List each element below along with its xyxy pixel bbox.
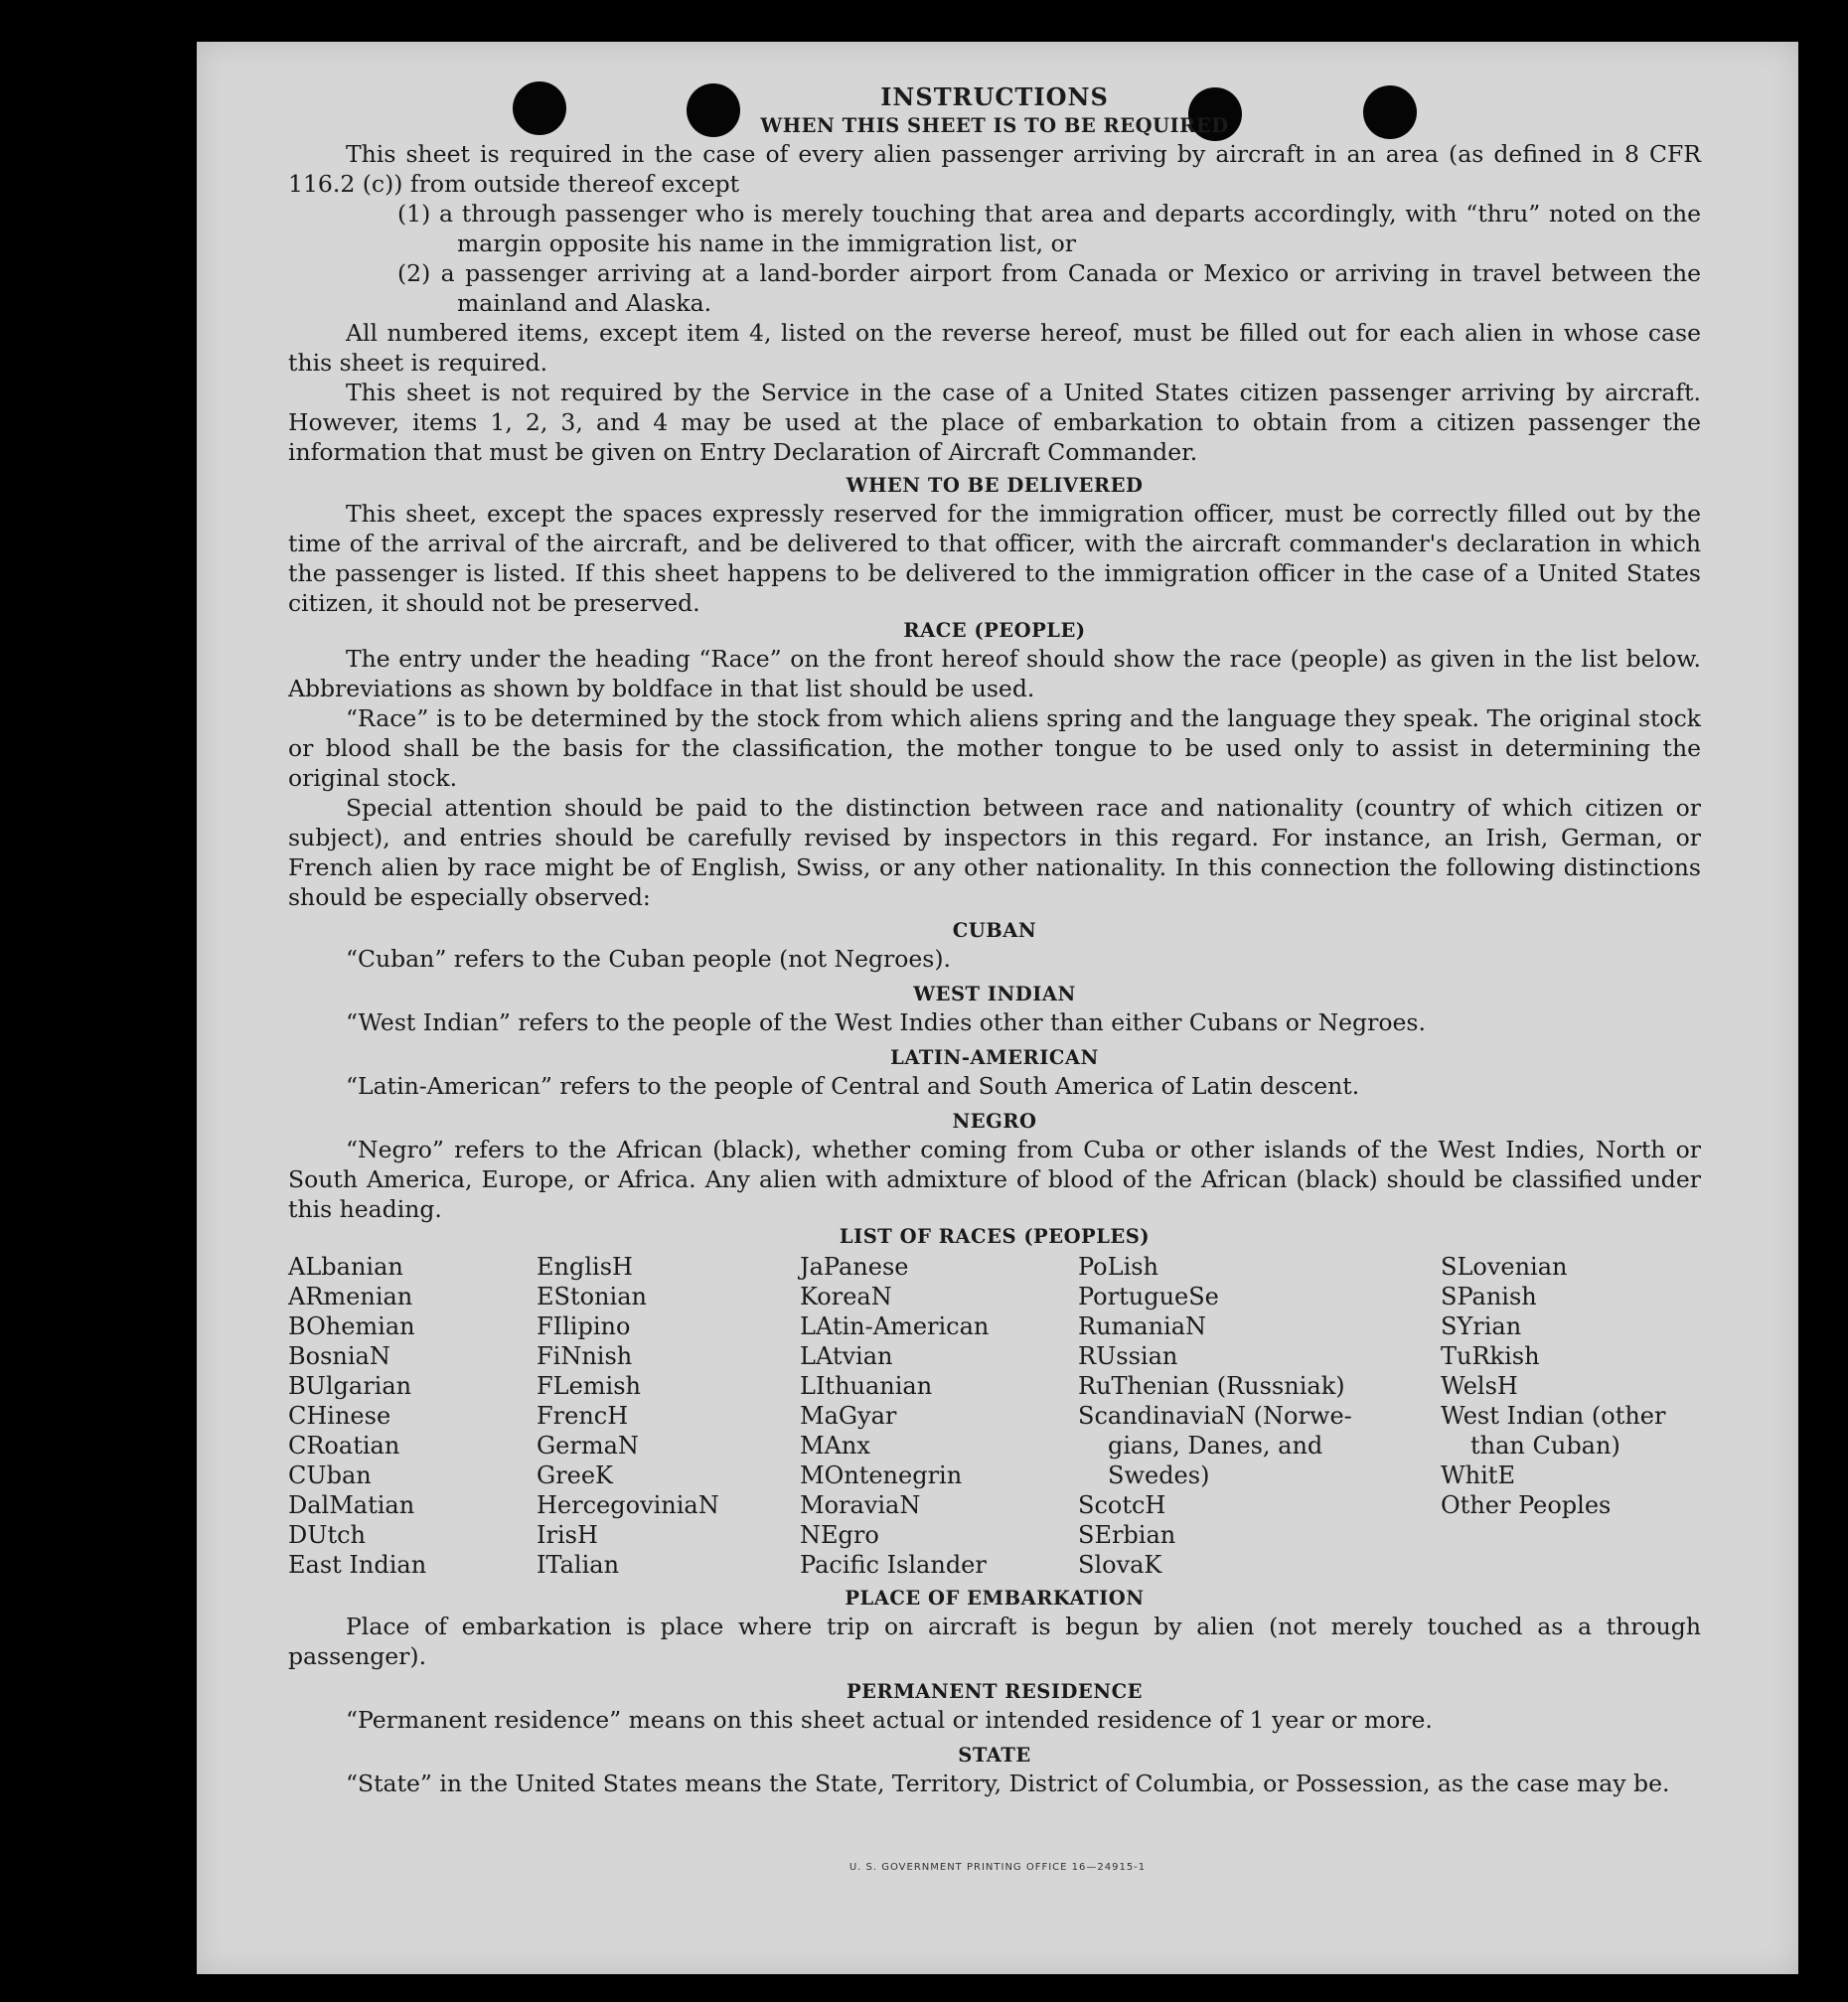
section-heading-west-indian: WEST INDIAN [913, 983, 1076, 1005]
race-item: CUban [288, 1462, 372, 1489]
race-item: SLovenian [1441, 1253, 1568, 1281]
races-column-3 [800, 1252, 1078, 1580]
race-item: WhitE [1441, 1462, 1515, 1489]
race-item: RumaniaN [1078, 1312, 1207, 1340]
race-item: East Indian [288, 1551, 427, 1579]
race-item: PortugueSe [1078, 1283, 1219, 1310]
race-item: GermaN [537, 1432, 639, 1460]
race-item: MaGyar [800, 1402, 897, 1430]
race-item: West Indian (other [1441, 1402, 1666, 1430]
paragraph-residence: “Permanent residence” means on this sheet actual or intended residence of 1 year or more. [346, 1706, 1433, 1734]
race-item: LAtvian [800, 1342, 893, 1370]
race-item: Other Peoples [1441, 1491, 1612, 1519]
race-item: DUtch [288, 1521, 367, 1549]
race-item: PoLish [1078, 1253, 1159, 1281]
race-item: CHinese [288, 1402, 391, 1430]
race-item: RUssian [1078, 1342, 1178, 1370]
document-title: INSTRUCTIONS [880, 82, 1109, 111]
race-item: GreeK [537, 1462, 613, 1489]
race-item: ScotcH [1078, 1491, 1166, 1519]
paragraph-race-1: The entry under the heading “Race” on the front hereof should show the race (people) as given in the list below. Abbreviations as shown by boldface in that list should be used. [288, 645, 1701, 702]
races-list [288, 1252, 1701, 1580]
section-heading-required: WHEN THIS SHEET IS TO BE REQUIRED [760, 114, 1229, 137]
race-item: TuRkish [1441, 1342, 1540, 1370]
race-item: than Cuban) [1470, 1432, 1620, 1460]
race-item: SPanish [1441, 1283, 1537, 1310]
race-item: KoreaN [800, 1283, 892, 1310]
race-item: BUlgarian [288, 1372, 412, 1400]
paragraph-race-3: Special attention should be paid to the distinction between race and nationality (country of which citizen or subject), and entries should be carefully revised by inspectors in this regard. For instance, an Irish, German, or French alien by race might be of English, Swiss, or any other nationality. In this connection the following distinctions should be especially observed: [288, 794, 1701, 911]
document-body [288, 81, 1701, 1798]
paragraph-required: This sheet is required in the case of every alien passenger arriving by aircraft in an area (as defined in 8 CFR 116.2 (c)) from outside thereof except [288, 140, 1701, 198]
exception-item-1: (1) a through passenger who is merely touching that area and departs accordingly, with “thru” noted on the margin opposite his name in the immigration list, or [397, 200, 1701, 257]
race-item: ALbanian [288, 1253, 403, 1281]
race-item: SYrian [1441, 1312, 1522, 1340]
paragraph-citizen: This sheet is not required by the Service in the case of a United States citizen passenger arriving by aircraft. However, items 1, 2, 3, and 4 may be used at the place of embarkation to obtain from a citizen passenger the information that must be given on Entry Declaration of Aircraft Commander. [288, 379, 1701, 466]
race-item: FiNnish [537, 1342, 633, 1370]
race-item: CRoatian [288, 1432, 400, 1460]
paragraph-delivered: This sheet, except the spaces expressly reserved for the immigration officer, must be correctly filled out by the time of the arrival of the aircraft, and be delivered to that officer, with the aircraft commander's declaration in which the passenger is listed. If this sheet happens to be delivered to the immigration officer in the case of a United States citizen, it should not be preserved. [288, 500, 1701, 617]
race-item: ScandinaviaN (Norwe- [1078, 1402, 1352, 1430]
section-heading-races-list: LIST OF RACES (PEOPLES) [839, 1225, 1151, 1248]
race-item: EStonian [537, 1283, 647, 1310]
race-item: ARmenian [288, 1283, 413, 1310]
race-item: Pacific Islander [800, 1551, 987, 1579]
paragraph-cuban: “Cuban” refers to the Cuban people (not Negroes). [346, 945, 952, 973]
paragraph-numbered-items: All numbered items, except item 4, listed on the reverse hereof, must be filled out for each alien in whose case this sheet is required. [288, 319, 1701, 377]
race-item: JaPanese [800, 1253, 909, 1281]
race-item: MOntenegrin [800, 1462, 963, 1489]
race-item: MAnx [800, 1432, 870, 1460]
race-item: BOhemian [288, 1312, 415, 1340]
section-heading-negro: NEGRO [952, 1110, 1037, 1133]
document-sheet [197, 42, 1798, 1974]
section-heading-race: RACE (PEOPLE) [903, 619, 1086, 642]
section-heading-latin-american: LATIN-AMERICAN [890, 1046, 1099, 1069]
race-item: ITalian [537, 1551, 620, 1579]
paragraph-latin-american: “Latin-American” refers to the people of Central and South America of Latin descent. [346, 1072, 1360, 1100]
race-item: NEgro [800, 1521, 879, 1549]
section-heading-residence: PERMANENT RESIDENCE [846, 1680, 1143, 1703]
paragraph-race-2: “Race” is to be determined by the stock from which aliens spring and the language they speak. The original stock or blood shall be the basis for the classification, the mother tongue to be used only to assist in determining the original stock. [288, 704, 1701, 792]
section-heading-cuban: CUBAN [952, 919, 1037, 942]
race-item: LIthuanian [800, 1372, 933, 1400]
race-item: gians, Danes, and [1108, 1432, 1323, 1460]
race-item: HercegoviniaN [537, 1491, 719, 1519]
race-item: Swedes) [1108, 1462, 1210, 1489]
race-item: EnglisH [537, 1253, 633, 1281]
race-item: WelsH [1441, 1372, 1518, 1400]
races-column-5 [1441, 1252, 1694, 1580]
paragraph-west-indian: “West Indian” refers to the people of the West Indies other than either Cubans or Negroes. [346, 1008, 1426, 1036]
race-item: IrisH [537, 1521, 598, 1549]
paragraph-embarkation: Place of embarkation is place where trip on aircraft is begun by alien (not merely touched as a through passenger). [288, 1613, 1701, 1670]
race-item: MoraviaN [800, 1491, 921, 1519]
race-item: SErbian [1078, 1521, 1176, 1549]
race-item: FrencH [537, 1402, 629, 1430]
exception-item-2: (2) a passenger arriving at a land-border airport from Canada or Mexico or arriving in travel between the mainland and Alaska. [397, 259, 1701, 317]
races-column-1 [288, 1252, 537, 1580]
races-column-4 [1078, 1252, 1441, 1580]
race-item: LAtin-American [800, 1312, 990, 1340]
races-column-2 [537, 1252, 800, 1580]
section-heading-embarkation: PLACE OF EMBARKATION [845, 1587, 1145, 1610]
section-heading-state: STATE [958, 1744, 1031, 1767]
paragraph-state: “State” in the United States means the State, Territory, District of Columbia, or Possession, as the case may be. [346, 1770, 1670, 1797]
race-item: BosniaN [288, 1342, 390, 1370]
race-item: SlovaK [1078, 1551, 1162, 1579]
printing-office-imprint: U. S. GOVERNMENT PRINTING OFFICE 16—24915-1 [848, 1862, 1147, 1873]
race-item: FIlipino [537, 1312, 631, 1340]
race-item: RuThenian (Russniak) [1078, 1372, 1345, 1400]
paragraph-negro: “Negro” refers to the African (black), whether coming from Cuba or other islands of the West Indies, North or South America, Europe, or Africa. Any alien with admixture of blood of the African (black) should be classified under this heading. [288, 1136, 1701, 1223]
race-item: DalMatian [288, 1491, 415, 1519]
section-heading-delivered: WHEN TO BE DELIVERED [846, 474, 1144, 497]
race-item: FLemish [537, 1372, 641, 1400]
